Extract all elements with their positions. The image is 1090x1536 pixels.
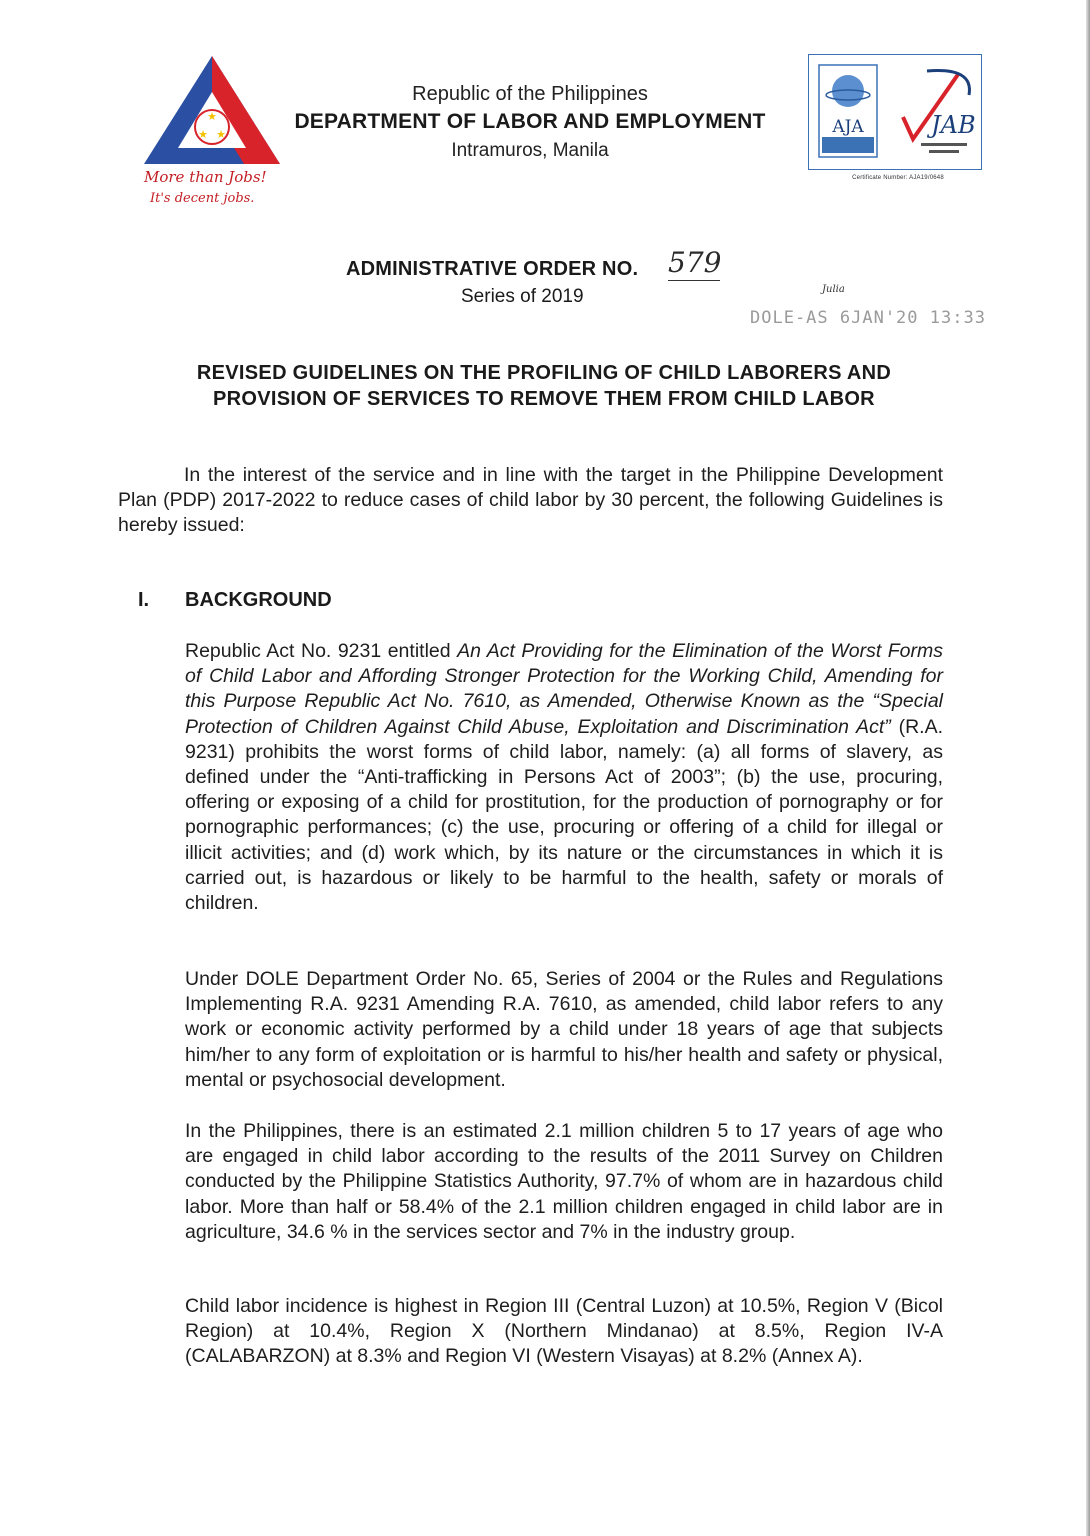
section-title: BACKGROUND <box>185 589 332 611</box>
background-paragraph-3: In the Philippines, there is an estimated 2.1 million children 5 to 17 years of age who are engaged in child labor according to the results of the 2011 Survey on Children conducted by the Philippine Statistics Authority, 97.7% of whom are in hazardous child labor. More than half or 58.4% of the 2.1 million children engaged in child labor are in agriculture, 34.6 % in the services sector and 7% in the industry group. <box>185 1120 943 1243</box>
document-title-line-2: PROVISION OF SERVICES TO REMOVE THEM FROM CHILD LABOR <box>213 388 875 410</box>
order-number-handwritten: 579 <box>668 246 722 279</box>
certification-box <box>808 54 982 170</box>
background-paragraph-2: Under DOLE Department Order No. 65, Series of 2004 or the Rules and Regulations Implementing R.A. 9231 Amending R.A. 7610, as amended, child labor refers to any work or economic activity performed by a child under 18 years of age that subjects him/her to any form of exploitation or is harmful to his/her health and safety or physical, mental or psychosocial development. <box>185 968 943 1091</box>
aja-jab-certification-icon <box>809 55 980 168</box>
svg-text:★: ★ <box>198 128 208 141</box>
para1-start: Republic Act No. 9231 entitled <box>185 640 458 662</box>
department-address: Intramuros, Manila <box>451 140 609 161</box>
page-edge-shadow <box>1086 0 1090 1536</box>
background-paragraph-1 <box>185 639 943 916</box>
dole-logo <box>140 52 285 217</box>
para1-rest: (R.A. 9231) prohibits the worst forms of child labor, namely: (a) all forms of slavery, as defined under the “Anti-trafficking in Persons Act of 2003”; (b) the use, procuring, offering or exposing of a child for prostitution, for the production of pornography or for pornographic performances; (c) the use, procuring or offering of a child for illegal or illicit activities; and (d) work which, by its nature or the circumstances in which it is carried out, is hazardous or likely to be harmful to the health, safety or morals of children. <box>185 715 943 915</box>
background-paragraph-4: Child labor incidence is highest in Region III (Central Luzon) at 10.5%, Region V (Bicol Region) at 10.4%, Region X (Northern Mindanao) at 8.5%, Region IV-A (CALABARZON) at 8.3% and Region VI (Western Visayas) at 8.2% (Annex A). <box>185 1295 943 1368</box>
order-title: ADMINISTRATIVE ORDER NO. <box>346 258 639 280</box>
certificate-number: Certificate Number: AJA19/0648 <box>852 175 944 181</box>
stamp-initials: Julia <box>822 284 845 295</box>
logo-tagline-2: It's decent jobs. <box>150 191 255 206</box>
order-series: Series of 2019 <box>461 286 584 307</box>
logo-tagline-1: More than Jobs! <box>144 168 267 186</box>
intro-text: In the interest of the service and in line with the target in the Philippine Development Plan (PDP) 2017-2022 to reduce cases of child labor by 30 percent, the following Guidelines is hereby issued: <box>118 464 943 537</box>
intro-paragraph <box>118 463 943 539</box>
para1-act-title: An Act Providing for the Elimination of the Worst Forms of Child Labor and Affording Stronger Protection for the Working Child, Amending for this Purpose Republic Act No. 7610, as Amended, Otherwise Known as the “Special Protection of Children Against Child Abuse, Exploitation and Discrimination Act” <box>185 640 944 738</box>
aja-label: AJA <box>832 117 864 137</box>
letterhead <box>270 80 790 166</box>
document-title <box>120 360 968 412</box>
republic-line: Republic of the Philippines <box>412 83 648 105</box>
department-name: DEPARTMENT OF LABOR AND EMPLOYMENT <box>294 110 766 133</box>
received-stamp: DOLE-AS 6JAN'20 13:33 <box>750 308 986 328</box>
svg-text:★: ★ <box>216 128 226 141</box>
dole-triangle-logo-icon <box>140 52 285 217</box>
section-number: I. <box>138 589 150 611</box>
jab-label: JAB <box>931 111 976 139</box>
svg-text:★: ★ <box>207 110 217 123</box>
document-title-line-1: REVISED GUIDELINES ON THE PROFILING OF CHILD LABORERS AND <box>196 362 892 384</box>
